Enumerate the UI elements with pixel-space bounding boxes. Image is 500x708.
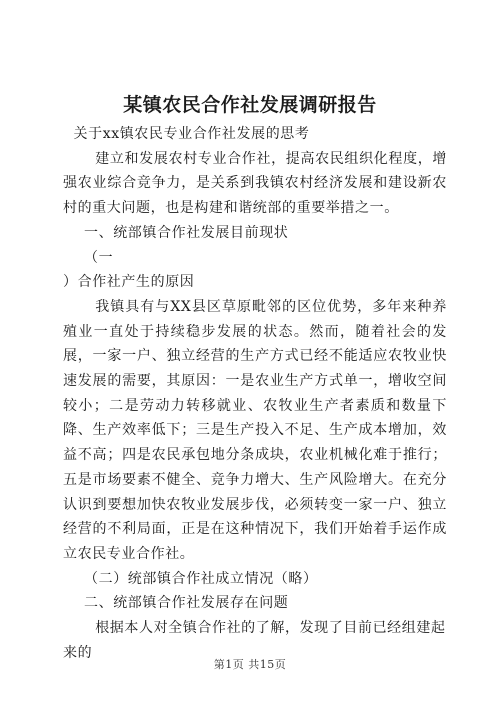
subsection-marker-open: （一 xyxy=(84,249,114,266)
subtitle-paragraph: 关于xx镇农民专业合作社发展的思考 xyxy=(73,126,310,142)
subsection-heading-2: （二）统部镇合作社成立情况（略） xyxy=(84,570,318,587)
subsection-heading-1: ）合作社产生的原因 xyxy=(63,274,195,291)
body-paragraph-problems: 根据本人对全镇合作社的了解，发现了目前已经组建起来的 xyxy=(63,620,446,661)
body-paragraph-causes: 我镇具有与XX县区草原毗邻的区位优势，多年来种养殖业一直处于持续稳步发展的状态。然而，随着社会的发展，一家一户、独立经营的生产方式已经不能适应农牧业快速发展的需要，其原因：一是农业生产方式单一，增收空间较小；二是劳动力转移就业、农牧业生产者素质和数量下降、生产效率低下；三是生产投入不足、生产成本增加，效益不高；四是农民承包地分条成块，农业机械化难于推行；五是市场要素不健全、竞争力增大、生产风险增大。在充分认识到要想加快农牧业发展步伐，必须转变一家一户、独立经营的不利局面，正是在这种情况下，我们开始着手运作成立农民专业合作社。 xyxy=(63,298,447,562)
section-heading-1: 一、统部镇合作社发展目前现状 xyxy=(84,224,289,241)
page-number-footer: 第1页 共15页 xyxy=(213,658,287,671)
section-heading-2: 二、统部镇合作社发展存在问题 xyxy=(84,595,289,612)
document-title: 某镇农民合作社发展调研报告 xyxy=(123,94,377,116)
intro-paragraph: 建立和发展农村专业合作社，提高农民组织化程度，增强农业综合竞争力，是关系到我镇农村经济发展和建设新农村的重大问题，也是构建和谐统部的重要举措之一。 xyxy=(63,150,447,217)
document-body xyxy=(63,122,447,665)
